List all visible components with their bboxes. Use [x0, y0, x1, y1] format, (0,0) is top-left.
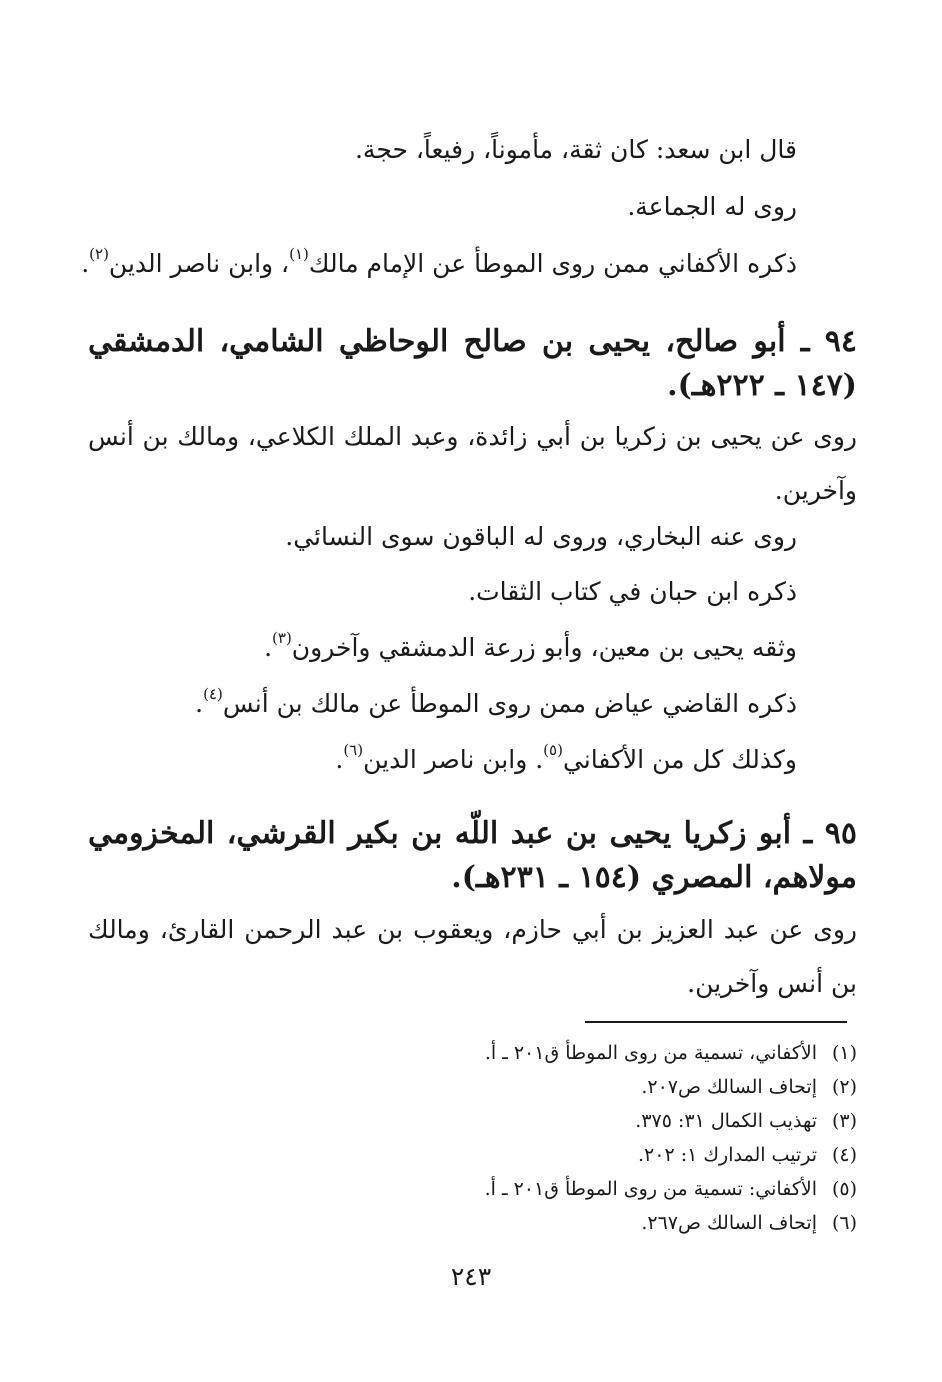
- footnote-number: (١): [831, 1042, 857, 1064]
- paragraph-text: وكذلك كل من الأكفاني: [562, 745, 797, 774]
- paragraph: [81, 237, 797, 291]
- paragraph: [355, 123, 797, 177]
- entry-heading: ٩٤ ـ أبو صالح، يحيى بن صالح الوحاظي الشامي، الدمشقي (١٤٧ ـ ٢٢٢هـ).: [88, 324, 857, 403]
- footnote-number: (٣): [831, 1110, 857, 1132]
- paragraph-text: قال ابن سعد: كان ثقة، مأموناً، رفيعاً، حجة.: [354, 135, 797, 164]
- footnote-text: الأكفاني، تسمية من روى الموطأ ق٢٠١ ـ أ.: [484, 1042, 817, 1064]
- paragraph-text: ، وابن ناصر الدين: [108, 249, 290, 278]
- paragraph-text: روى عن يحيى بن زكريا بن أبي زائدة، وعبد الملك الكلاعي، ومالك بن أنس وآخرين.: [88, 422, 857, 505]
- paragraph: [468, 565, 797, 619]
- footnote: [485, 1104, 857, 1138]
- paragraph: [88, 903, 857, 1011]
- footnote: [485, 1070, 857, 1104]
- footnote-text: إتحاف السالك ص٢٠٧.: [641, 1076, 817, 1098]
- footnote-number: (٥): [831, 1178, 857, 1200]
- footnote-ref[interactable]: (٣): [272, 628, 292, 647]
- footnote-ref[interactable]: (٦): [343, 740, 364, 759]
- paragraph: [195, 677, 797, 731]
- footnote-ref[interactable]: (٤): [203, 684, 223, 703]
- footnote-text: الأكفاني: تسمية من روى الموطأ ق٢٠١ ـ أ.: [484, 1178, 817, 1200]
- paragraph-text: .: [335, 745, 344, 774]
- footnote-divider: [585, 1021, 847, 1023]
- paragraph: [88, 410, 857, 518]
- paragraph-text: روى له الجماعة.: [627, 192, 797, 221]
- page-number: ٢٤٣: [450, 1262, 492, 1291]
- paragraph-text: ذكره القاضي عياض ممن روى الموطأ عن مالك بن أنس: [222, 689, 797, 718]
- footnotes: [485, 1036, 857, 1240]
- footnote-text: ترتيب المدارك ١: ٢٠٢.: [637, 1144, 817, 1166]
- footnote: [485, 1206, 857, 1240]
- paragraph-text: .: [264, 633, 273, 662]
- footnote: [485, 1138, 857, 1172]
- footnote-number: (٤): [831, 1144, 857, 1166]
- paragraph-text: روى عنه البخاري، وروى له الباقون سوى النسائي.: [285, 522, 797, 551]
- paragraph-text: وثقه يحيى بن معين، وأبو زرعة الدمشقي وآخرون: [291, 633, 797, 662]
- paragraph: [627, 180, 797, 234]
- footnote-number: (٦): [831, 1212, 857, 1234]
- paragraph: [285, 510, 797, 564]
- paragraph-text: ذكره ابن حبان في كتاب الثقات.: [468, 577, 797, 606]
- footnote-text: تهذيب الكمال ٣١: ٣٧٥.: [635, 1110, 817, 1132]
- footnote: [485, 1172, 857, 1206]
- footnote-ref[interactable]: (١): [289, 244, 309, 263]
- footnote-number: (٢): [831, 1076, 857, 1098]
- paragraph: [335, 733, 797, 787]
- paragraph-text: .: [81, 249, 90, 278]
- entry-heading: ٩٥ ـ أبو زكريا يحيى بن عبد اللّه بن بكير القرشي، المخزومي مولاهم، المصري (١٥٤ ـ ٢٣١هـ).: [88, 816, 857, 895]
- paragraph-text: . وابن ناصر الدين: [363, 745, 544, 774]
- footnote-ref[interactable]: (٢): [89, 244, 109, 263]
- paragraph-text: ذكره الأكفاني ممن روى الموطأ عن الإمام مالك: [308, 249, 797, 278]
- footnote: [485, 1036, 857, 1070]
- paragraph: [264, 621, 797, 675]
- footnote-ref[interactable]: (٥): [543, 740, 563, 759]
- paragraph-text: روى عن عبد العزيز بن أبي حازم، ويعقوب بن عبد الرحمن القارئ، ومالك بن أنس وآخرين.: [88, 915, 857, 998]
- paragraph-text: .: [195, 689, 204, 718]
- footnote-text: إتحاف السالك ص٢٦٧.: [641, 1212, 817, 1234]
